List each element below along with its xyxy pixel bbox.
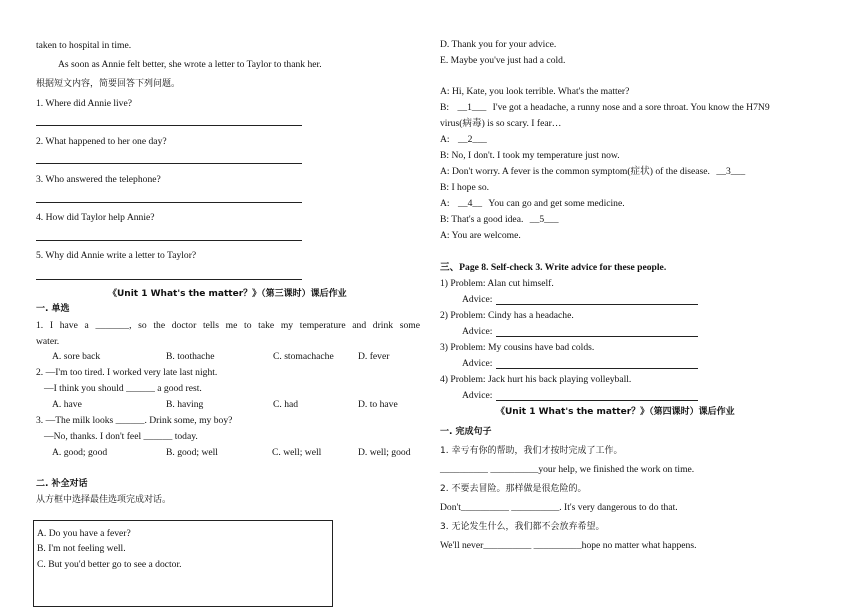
dialogue-text: You can go and get some medicine. [488, 198, 625, 209]
mc-question-2-cont: —I think you should ______ a good rest. [44, 383, 202, 394]
blank-5[interactable]: __5___ [529, 214, 559, 225]
mc-question-3-cont: —No, thanks. I don't feel ______ today. [44, 431, 198, 442]
advice-label: Advice: [462, 358, 493, 369]
problem-1: 1) Problem: Alan cut himself. [440, 278, 554, 289]
dialogue-line: B: I hope so. [440, 182, 490, 193]
passage-line: As soon as Annie felt better, she wrote a letter to Taylor to thank her. [58, 59, 322, 70]
section-heading-single-choice: 一. 单选 [36, 304, 70, 314]
dialogue-text: I've got a headache, a runny nose and a sore throat. You know the H7N9 [492, 102, 770, 113]
mc-option[interactable]: B. toothache [166, 351, 215, 362]
mc-option[interactable]: D. to have [358, 399, 398, 410]
instruction: 根据短文内容，简要回答下列问题。 [36, 79, 181, 89]
section-title-lesson4: 《Unit 1 What's the matter？》（第四课时）课后作业 [496, 407, 735, 417]
speaker: A: [440, 198, 450, 209]
dialogue-line [440, 134, 487, 146]
advice-label: Advice: [462, 390, 493, 401]
blank-4[interactable]: __4__ [458, 198, 482, 209]
advice-label: Advice: [462, 326, 493, 337]
mc-option[interactable]: D. fever [358, 351, 390, 362]
dialogue-line [440, 166, 745, 178]
dialogue-line: A: Hi, Kate, you look terrible. What's the matter? [440, 86, 630, 97]
box-option-cont: E. Maybe you've just had a cold. [440, 55, 566, 66]
box-option: A. Do you have a fever? [37, 528, 131, 539]
mc-option[interactable]: A. sore back [52, 351, 101, 362]
mc-option[interactable]: A. have [52, 399, 82, 410]
section-title-lesson3: 《Unit 1 What's the matter？》（第三课时）课后作业 [108, 289, 347, 299]
advice-line-4[interactable] [496, 400, 698, 401]
question-2: 2. What happened to her one day? [36, 136, 167, 147]
sentence-3-en[interactable]: We'll never__________ __________hope no matter what happens. [440, 540, 697, 551]
blank-2[interactable]: __2___ [458, 134, 487, 145]
dialogue-text: A: Don't worry. A fever is the common symptom(症状) of the disease. [440, 166, 710, 177]
options-box [33, 520, 333, 607]
box-option-cont: D. Thank you for your advice. [440, 39, 557, 50]
answer-line-1[interactable] [36, 125, 302, 126]
answer-line-3[interactable] [36, 202, 302, 203]
problem-2: 2) Problem: Cindy has a headache. [440, 310, 574, 321]
mc-option[interactable]: A. good; good [52, 447, 108, 458]
dialogue-instruction: 从方框中选择最佳选项完成对话。 [36, 495, 172, 505]
question-5: 5. Why did Annie write a letter to Taylor? [36, 250, 197, 261]
dialogue-line: B: No, I don't. I took my temperature just now. [440, 150, 620, 161]
mc-option[interactable]: C. had [273, 399, 299, 410]
mc-option[interactable]: C. well; well [272, 447, 322, 458]
answer-line-5[interactable] [36, 279, 302, 280]
mc-question-3: 3. —The milk looks ______. Drink some, my boy? [36, 415, 233, 426]
mc-question-1-cont: water. [36, 336, 60, 347]
section-heading-self-check: 三、Page 8. Self-check 3. Write advice for these people. [440, 262, 667, 273]
section-heading-complete-sentences: 一. 完成句子 [440, 427, 492, 437]
mc-question-1: 1. I have a _______, so the doctor tells me to take my temperature and drink some [36, 320, 420, 331]
speaker: A: [440, 134, 450, 145]
answer-line-4[interactable] [36, 240, 302, 241]
advice-label: Advice: [462, 294, 493, 305]
box-option: B. I'm not feeling well. [37, 543, 126, 554]
dialogue-line: virus(病毒) is so scary. I fear… [440, 118, 562, 129]
question-4: 4. How did Taylor help Annie? [36, 212, 155, 223]
mc-option[interactable]: B. good; well [166, 447, 218, 458]
mc-option[interactable]: B. having [166, 399, 204, 410]
mc-option[interactable]: D. well; good [358, 447, 411, 458]
sentence-1-cn: 1. 幸亏有你的帮助，我们才按时完成了工作。 [440, 446, 623, 456]
question-3: 3. Who answered the telephone? [36, 174, 161, 185]
question-1: 1. Where did Annie live? [36, 98, 132, 109]
advice-line-3[interactable] [496, 368, 698, 369]
answer-line-2[interactable] [36, 163, 302, 164]
dialogue-line [440, 198, 625, 210]
section-heading-dialogue: 二. 补全对话 [36, 479, 88, 489]
box-option: C. But you'd better go to see a doctor. [37, 559, 182, 570]
dialogue-line [440, 214, 559, 226]
sentence-2-en[interactable]: Don't__________ __________. It's very dangerous to do that. [440, 502, 678, 513]
sentence-1-en[interactable]: __________ __________your help, we finished the work on time. [440, 464, 695, 475]
blank-3[interactable]: __3___ [716, 166, 746, 177]
advice-line-2[interactable] [496, 336, 698, 337]
problem-3: 3) Problem: My cousins have bad colds. [440, 342, 595, 353]
problem-4: 4) Problem: Jack hurt his back playing volleyball. [440, 374, 632, 385]
sentence-2-cn: 2. 不要去冒险。那样做是很危险的。 [440, 484, 587, 494]
dialogue-line [440, 102, 770, 114]
passage-line: taken to hospital in time. [36, 40, 132, 51]
blank-1[interactable]: __1___ [457, 102, 487, 113]
dialogue-text: B: That's a good idea. [440, 214, 524, 225]
mc-option[interactable]: C. stomachache [273, 351, 334, 362]
advice-line-1[interactable] [496, 304, 698, 305]
speaker: B: [440, 102, 450, 113]
dialogue-line: A: You are welcome. [440, 230, 521, 241]
sentence-3-cn: 3. 无论发生什么，我们都不会放弃希望。 [440, 522, 605, 532]
mc-question-2: 2. —I'm too tired. I worked very late last night. [36, 367, 218, 378]
